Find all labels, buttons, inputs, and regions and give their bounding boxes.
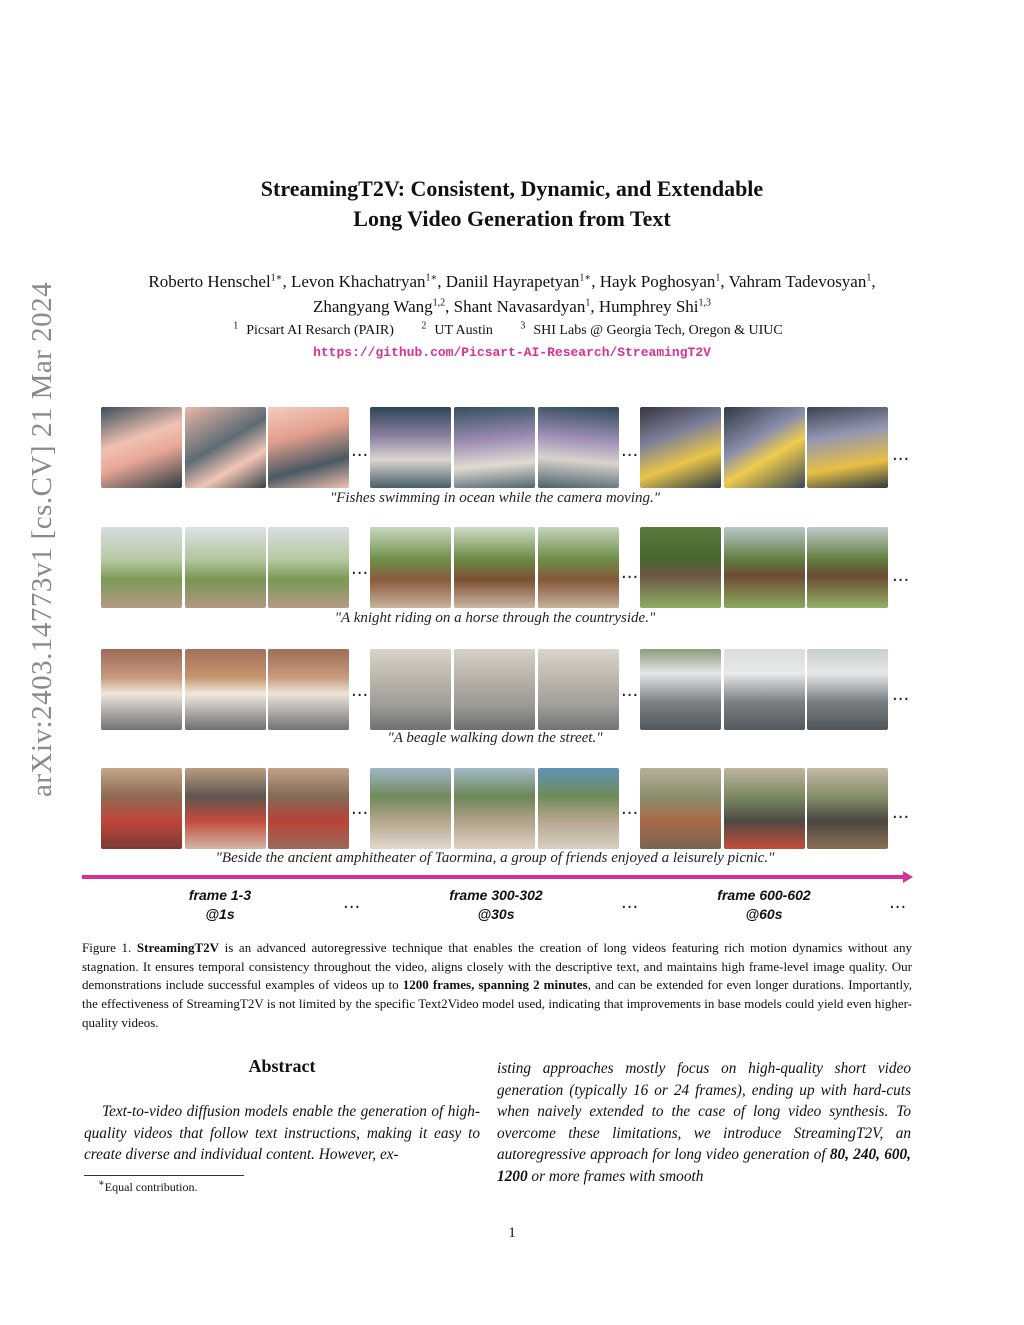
ellipsis: ... [343,892,361,913]
prompt-caption: "Beside the ancient amphitheater of Taormina, a group of friends enjoyed a leisurely picnic." [215,850,775,866]
video-frame-picnic [185,768,266,849]
author: Humphrey Shi$^{1,3}$ [598,297,711,316]
video-frame-fish [454,407,535,488]
abstract-text: or more frames with smooth [527,1167,704,1185]
frame-label [684,886,844,924]
video-frame-beagle [101,649,182,730]
video-frame-knight [724,527,805,608]
prompt-caption: "A beagle walking down the street." [387,730,603,746]
video-frame-picnic [538,768,619,849]
figure-caption-text: is an advanced autoregressive technique that enables the creation of long videos featuring rich motion dynamics without any stagnation. It ensures temporal consistency throughout the video, aligns closely with the descriptive text, and maintains high frame-level image quality. Our demonstrations include successful examples of videos up to [82,940,912,993]
ellipsis: ... [892,684,910,705]
timeline-arrowhead [903,871,913,883]
footnote: ∗Equal contribution. [98,1178,198,1194]
video-frame-picnic [640,768,721,849]
abstract-right-column [497,1058,911,1187]
video-frame-picnic [268,768,349,849]
page-number: 1 [508,1225,516,1241]
affiliations [120,321,904,341]
ellipsis: ... [621,562,639,583]
figure-caption-emphasis: 1200 frames, spanning 2 minutes [402,977,588,993]
video-frame-picnic [807,768,888,849]
ellipsis: ... [892,802,910,823]
arxiv-identifier: arXiv:2403.14773v1 [cs.CV] 21 Mar 2024 [26,281,58,797]
video-frame-picnic [101,768,182,849]
prompt-caption: "Fishes swimming in ocean while the camera moving." [329,490,661,506]
frame-time: @1s [205,906,235,922]
abstract-heading: Abstract [248,1056,316,1076]
frame-range: frame 1-3 [188,887,252,903]
frame-time: @30s [477,906,515,922]
figure-caption-name: StreamingT2V [136,940,220,955]
video-frame-knight [370,527,451,608]
video-frame-knight [807,527,888,608]
video-frame-beagle [640,649,721,730]
ellipsis: ... [621,440,639,461]
author: Levon Khachatryan$^{1∗}$ [290,272,438,291]
prompt-caption: "A knight riding on a horse through the countryside." [334,610,656,626]
video-frame-beagle [807,649,888,730]
figure-caption-text: , and can be extended for even longer durations. Importantly, the effectiveness of StreamingT2V is not limited by the specific Text2Video model used, indicating that improvements in base models could yield even higher-quality videos. [82,977,912,1030]
ellipsis: ... [889,892,907,913]
affiliation: $^2$ UT Austin [421,320,493,338]
video-frame-picnic [370,768,451,849]
figure-label: Figure 1. [82,940,132,955]
frame-label [416,886,576,924]
affiliation: $^3$ SHI Labs @ Georgia Tech, Oregon & UIUC [520,320,783,338]
video-frame-fish [640,407,721,488]
video-frame-beagle [185,649,266,730]
ellipsis: ... [351,558,369,579]
ellipsis: ... [621,798,639,819]
project-url[interactable]: https://github.com/Picsart-AI-Research/StreamingT2V [313,345,711,360]
video-frame-beagle [724,649,805,730]
video-frame-fish [101,407,182,488]
ellipsis: ... [621,680,639,701]
video-frame-knight [538,527,619,608]
footnote-rule [84,1175,244,1176]
author: Hayk Poghosyan$^1$ [599,272,721,291]
frame-range: frame 600-602 [717,887,811,903]
abstract-left-column: Text-to-video diffusion models enable the generation of high-quality videos that follow text instructions, making it easy to create diverse and individual content. However, ex- [84,1103,480,1163]
author: Zhangyang Wang$^{1,2}$ [312,297,446,316]
ellipsis: ... [351,440,369,461]
video-frame-beagle [454,649,535,730]
title-line-1: StreamingT2V: Consistent, Dynamic, and Extendable [260,176,764,201]
title-line-2: Long Video Generation from Text [353,206,671,231]
abstract-emphasis: 80, 240, 600, 1200 [497,1146,911,1185]
video-frame-fish [185,407,266,488]
paper-title [120,174,904,234]
ellipsis: ... [621,892,639,913]
video-frame-knight [454,527,535,608]
video-frame-beagle [268,649,349,730]
video-frame-knight [101,527,182,608]
figure-caption [82,939,912,1033]
video-frame-picnic [454,768,535,849]
frame-time: @60s [745,906,783,922]
video-frame-fish [724,407,805,488]
timeline-arrow [82,875,908,879]
video-frame-beagle [538,649,619,730]
author: Shant Navasardyan$^1$ [453,297,591,316]
video-frame-fish [538,407,619,488]
ellipsis: ... [892,565,910,586]
video-frame-picnic [724,768,805,849]
video-frame-fish [807,407,888,488]
frame-label [140,886,300,924]
ellipsis: ... [892,444,910,465]
video-frame-knight [640,527,721,608]
author: Vahram Tadevosyan$^1$ [728,272,872,291]
video-frame-knight [268,527,349,608]
abstract-text: isting approaches mostly focus on high-quality short video generation (typically 16 or 24 frames), ending up with hard-cuts when naively extended to the case of long video synthesis. To overcome these limitations, we introduce StreamingT2V, an autoregressive approach for long video generation of [497,1060,911,1163]
video-frame-fish [268,407,349,488]
video-frame-knight [185,527,266,608]
video-frame-fish [370,407,451,488]
author: Roberto Henschel$^{1∗}$ [148,272,283,291]
author-list: Roberto Henschel$^{1∗}$, Levon Khachatryan$^{1∗}$, Daniil Hayrapetyan$^{1∗}$, Hayk Poghosyan$^1$, Vahram Tadevosyan$^1$, Zhangyang Wang$^{1,2}$, Shant Navasardyan$^1$, Humphrey Shi$^{1,3}$ [148,272,876,316]
ellipsis: ... [351,680,369,701]
ellipsis: ... [351,798,369,819]
author: Daniil Hayrapetyan$^{1∗}$ [445,272,592,291]
frame-range: frame 300-302 [449,887,543,903]
affiliation: $^1$ Picsart AI Resarch (PAIR) [233,320,394,338]
video-frame-beagle [370,649,451,730]
